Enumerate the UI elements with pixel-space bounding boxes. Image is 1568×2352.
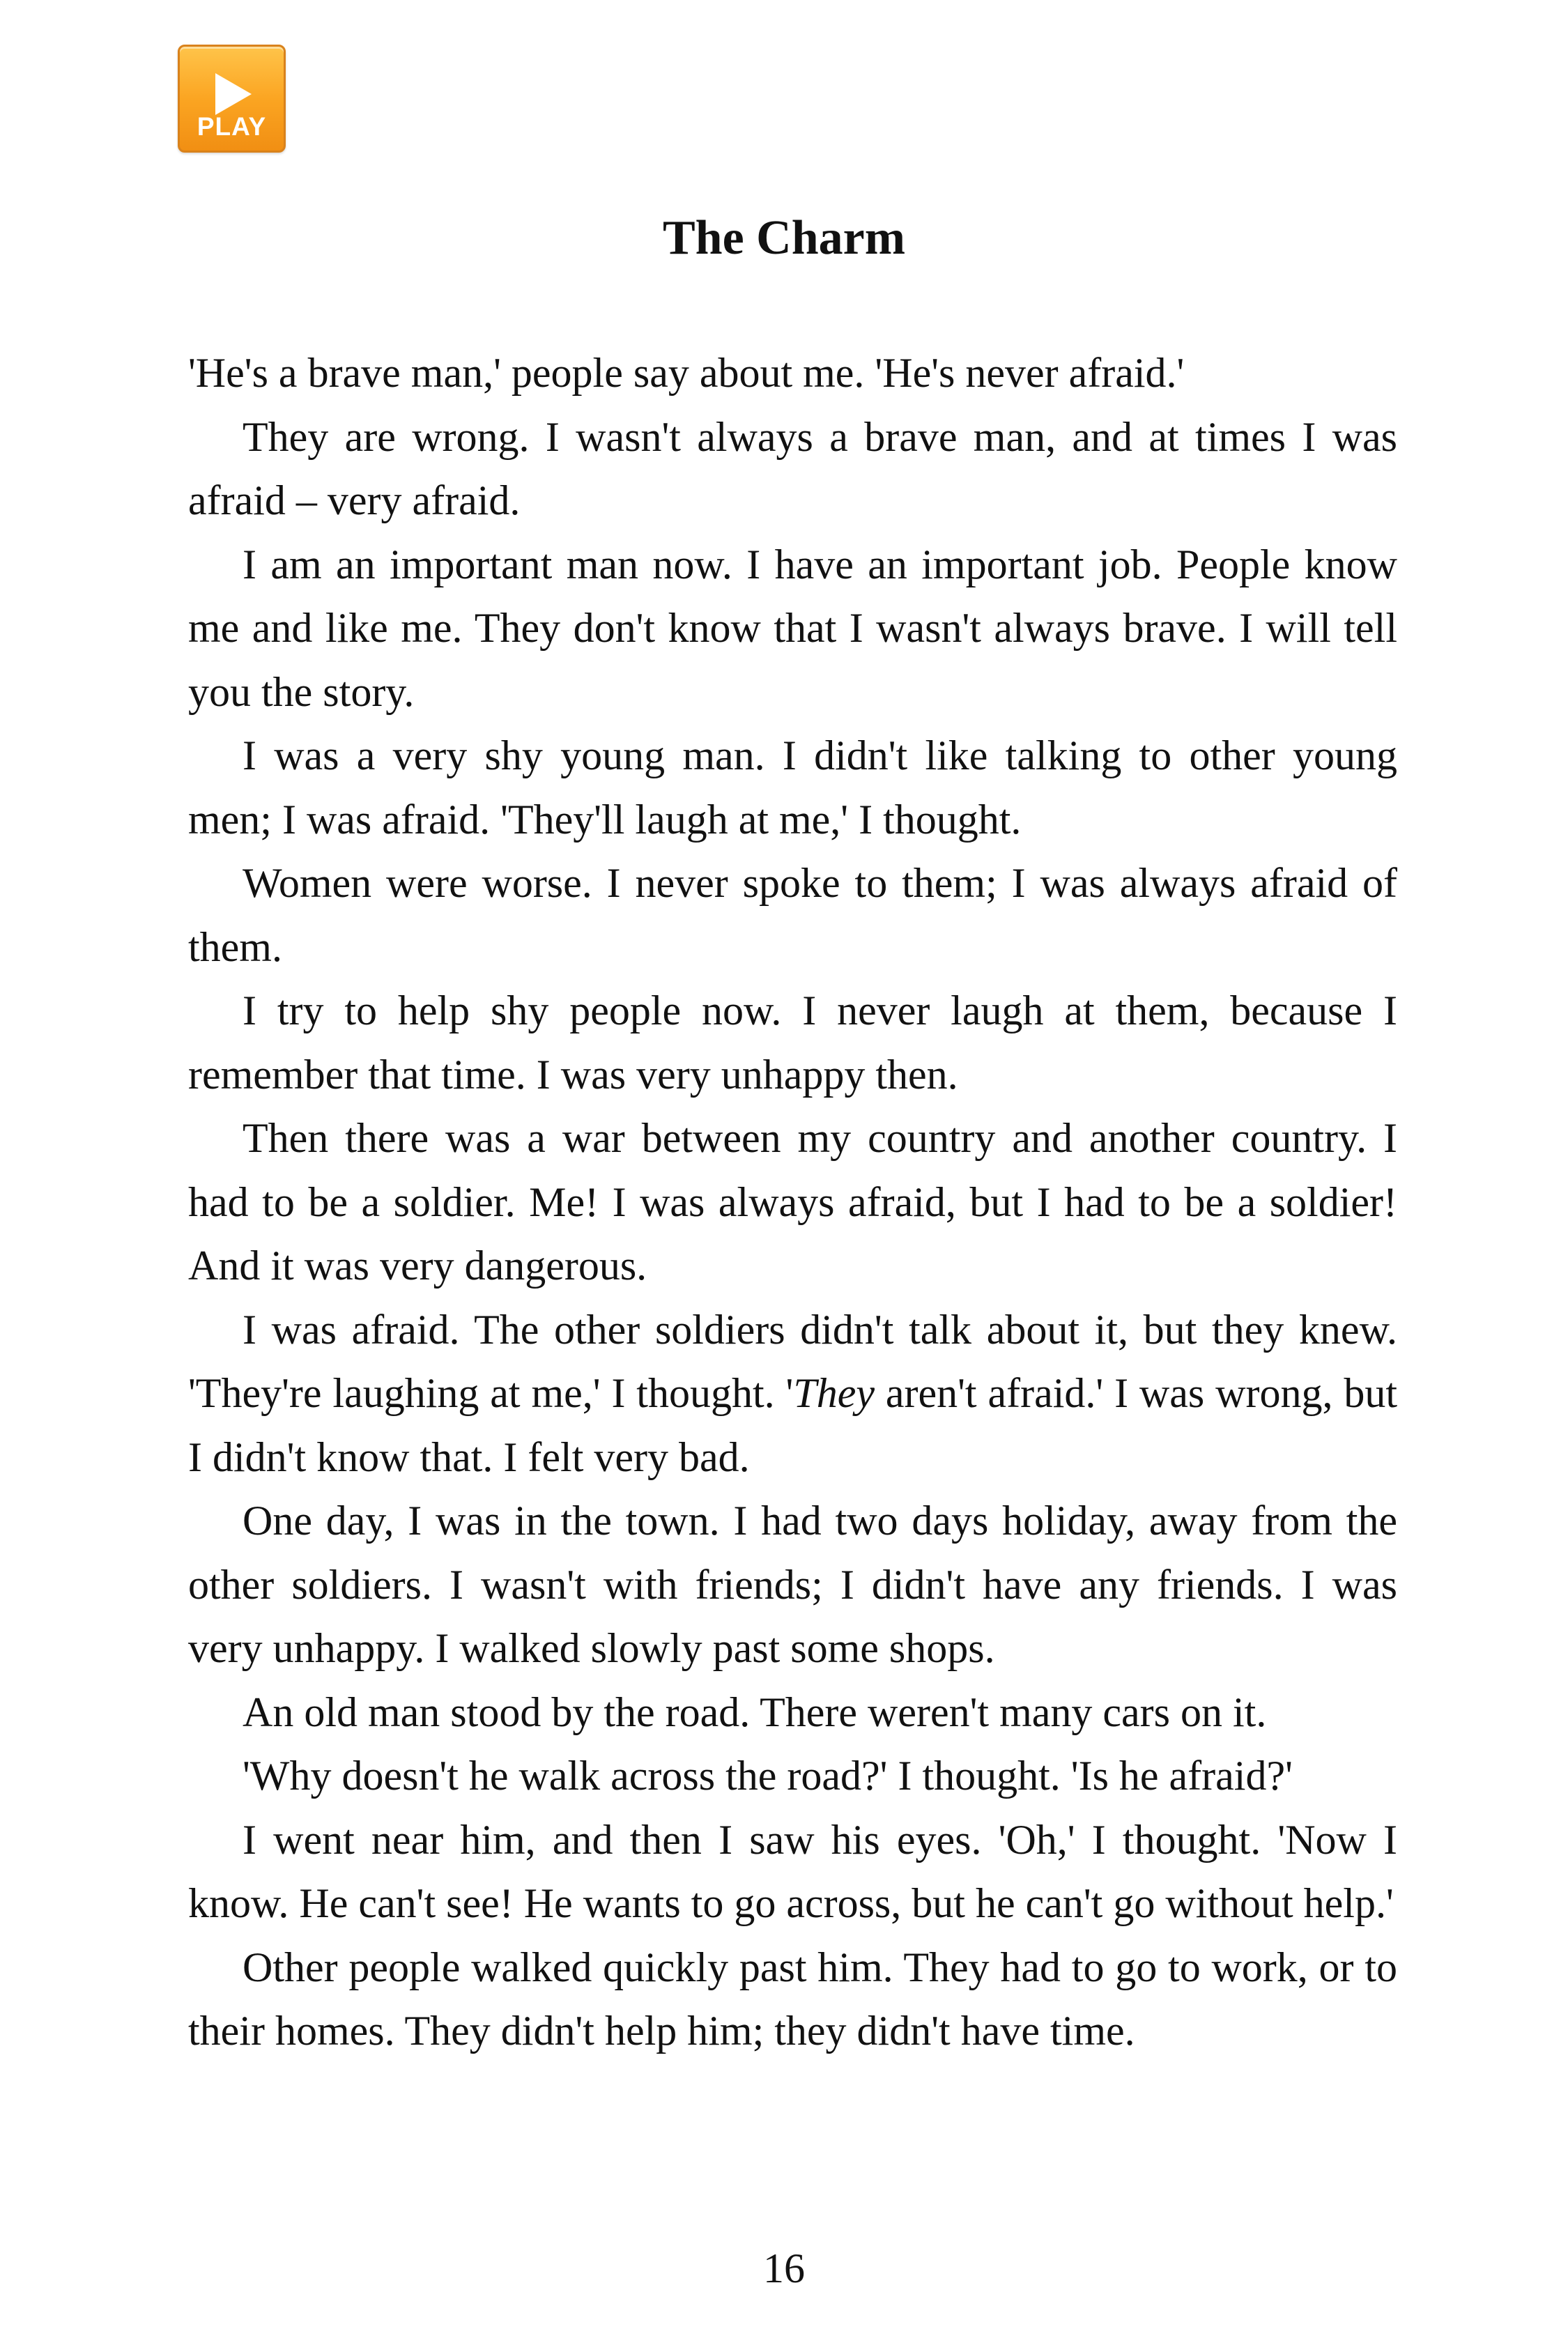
emphasis-text: They bbox=[793, 1370, 875, 1416]
paragraph bbox=[188, 341, 1397, 406]
paragraph-text: I was a very shy young man. I didn't like talking to other young men; I was afraid. 'They'll laugh at me,' I thought. bbox=[188, 732, 1397, 843]
paragraph-text: Other people walked quickly past him. They had to go to work, or to their homes. They didn't help him; they didn't have time. bbox=[188, 1944, 1397, 2054]
paragraph bbox=[188, 1298, 1397, 1490]
paragraph-text: They are wrong. I wasn't always a brave man, and at times I was afraid – very afraid. bbox=[188, 413, 1397, 523]
paragraph-text: I am an important man now. I have an important job. People know me and like me. They don't know that I wasn't always brave. I will tell you the story. bbox=[188, 541, 1397, 715]
chapter-title: The Charm bbox=[662, 211, 906, 265]
paragraph bbox=[188, 1744, 1397, 1808]
paragraph bbox=[188, 979, 1397, 1107]
paragraph-text: aren't afraid.' I was wrong, but I didn't know that. I felt very bad. bbox=[188, 1370, 1397, 1480]
page-body bbox=[188, 341, 1397, 2063]
paragraph bbox=[188, 1936, 1397, 2063]
paragraph bbox=[188, 1681, 1397, 1745]
paragraph-text: One day, I was in the town. I had two days holiday, away from the other soldiers. I wasn't with friends; I didn't have any friends. I was very unhappy. I walked slowly past some shops. bbox=[188, 1498, 1397, 1671]
play-triangle-icon bbox=[214, 72, 253, 116]
paragraph bbox=[188, 1107, 1397, 1298]
paragraph-text: 'Why doesn't he walk across the road?' I thought. 'Is he afraid?' bbox=[243, 1753, 1293, 1799]
paragraph-text: 'He's a brave man,' people say about me. 'He's never afraid.' bbox=[188, 350, 1185, 396]
play-button-label: PLAY bbox=[197, 112, 267, 141]
play-button[interactable] bbox=[178, 45, 286, 153]
paragraph bbox=[188, 1489, 1397, 1681]
paragraph bbox=[188, 533, 1397, 725]
page-number: 16 bbox=[763, 2245, 805, 2291]
paragraph bbox=[188, 724, 1397, 852]
paragraph bbox=[188, 852, 1397, 979]
paragraph-text: An old man stood by the road. There weren't many cars on it. bbox=[243, 1689, 1267, 1735]
paragraph bbox=[188, 406, 1397, 533]
paragraph-text: I went near him, and then I saw his eyes. 'Oh,' I thought. 'Now I know. He can't see! He wants to go across, but he can't go without help.' bbox=[188, 1816, 1397, 1926]
paragraph-text: I was afraid. The other soldiers didn't talk about it, but they knew. 'They're laughing at me,' I thought. ' bbox=[188, 1306, 1397, 1416]
paragraph-text: Women were worse. I never spoke to them; I was always afraid of them. bbox=[188, 860, 1397, 970]
paragraph bbox=[188, 1808, 1397, 1936]
paragraph-text: Then there was a war between my country and another country. I had to be a soldier. Me! I was always afraid, but I had to be a soldier! And it was very dangerous. bbox=[188, 1115, 1397, 1289]
paragraph-text: I try to help shy people now. I never laugh at them, because I remember that time. I was very unhappy then. bbox=[188, 987, 1397, 1098]
